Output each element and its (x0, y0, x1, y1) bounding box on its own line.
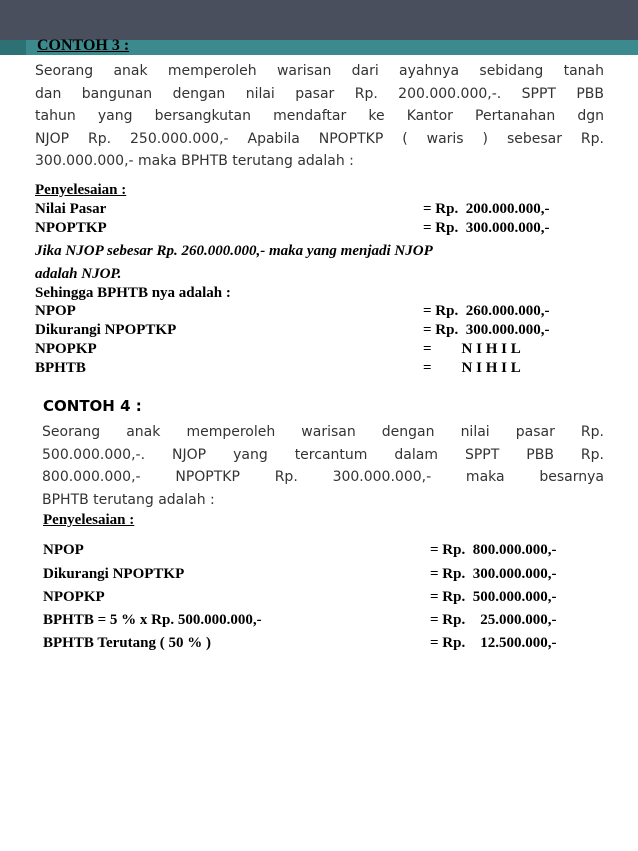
row-value: = Rp. 25.000.000,- (430, 612, 557, 628)
example-4-solution-heading: Penyelesaian : (43, 512, 135, 528)
example-3-line: 300.000.000,- maka BPHTB terutang adalah : (35, 153, 354, 169)
row-label: BPHTB = 5 % x Rp. 500.000.000,- (43, 612, 262, 628)
row-value: = Rp. 300.000.000,- (423, 322, 550, 338)
row-label: Dikurangi NPOPTKP (35, 322, 177, 338)
example-3-line: NJOP Rp. 250.000.000,- Apabila NPOPTKP ( waris ) sebesar Rp. (35, 130, 604, 147)
example-3-line: dan bangunan dengan nilai pasar Rp. 200.000.000,-. SPPT PBB (35, 85, 604, 102)
note-line: Jika NJOP sebesar Rp. 260.000.000,- maka yang menjadi NJOP (35, 243, 433, 259)
row-value: = Rp. 300.000.000,- (430, 566, 557, 582)
row-value: = Rp. 300.000.000,- (423, 220, 550, 236)
row-value: = Rp. 200.000.000,- (423, 201, 550, 217)
row-value: = Rp. 500.000.000,- (430, 589, 557, 605)
example-3-line: Seorang anak memperoleh warisan dari ayahnya sebidang tanah (35, 63, 604, 79)
row-value: = N I H I L (423, 341, 521, 357)
slide-header-bar (0, 0, 638, 40)
row-value: = Rp. 800.000.000,- (430, 542, 557, 558)
example-4-line: 500.000.000,-. NJOP yang tercantum dalam SPPT PBB Rp. (42, 446, 604, 463)
example-4-line: BPHTB terutang adalah : (42, 491, 215, 508)
row-label: NPOPKP (43, 589, 105, 605)
example-4-line: Seorang anak memperoleh warisan dengan nilai pasar Rp. (42, 424, 604, 440)
example-4-line: 800.000.000,- NPOPTKP Rp. 300.000.000,- maka besarnya (42, 469, 604, 485)
row-value: = N I H I L (423, 360, 521, 376)
example-3-title: CONTOH 3 : (37, 37, 130, 54)
example-4-paragraph (42, 421, 604, 511)
row-label: NPOP (43, 542, 84, 558)
row-value: = Rp. 12.500.000,- (430, 635, 557, 651)
example-3-paragraph (35, 60, 604, 173)
example-3-line: tahun yang bersangkutan mendaftar ke Kantor Pertanahan dgn (35, 108, 604, 124)
row-label: BPHTB (35, 360, 86, 376)
row-label: NPOP (35, 303, 76, 319)
row-label: Nilai Pasar (35, 201, 107, 217)
note-line: adalah NJOP. (35, 266, 122, 282)
example-4-title: CONTOH 4 : (43, 397, 142, 415)
row-label: NPOPTKP (35, 220, 107, 236)
conclusion-text: Sehingga BPHTB nya adalah : (35, 285, 231, 301)
row-label: NPOPKP (35, 341, 97, 357)
example-3-solution-heading: Penyelesaian : (35, 182, 127, 198)
row-label: BPHTB Terutang ( 50 % ) (43, 635, 211, 651)
row-value: = Rp. 260.000.000,- (423, 303, 550, 319)
accent-bar-stub (0, 40, 26, 55)
row-label: Dikurangi NPOPTKP (43, 566, 185, 582)
